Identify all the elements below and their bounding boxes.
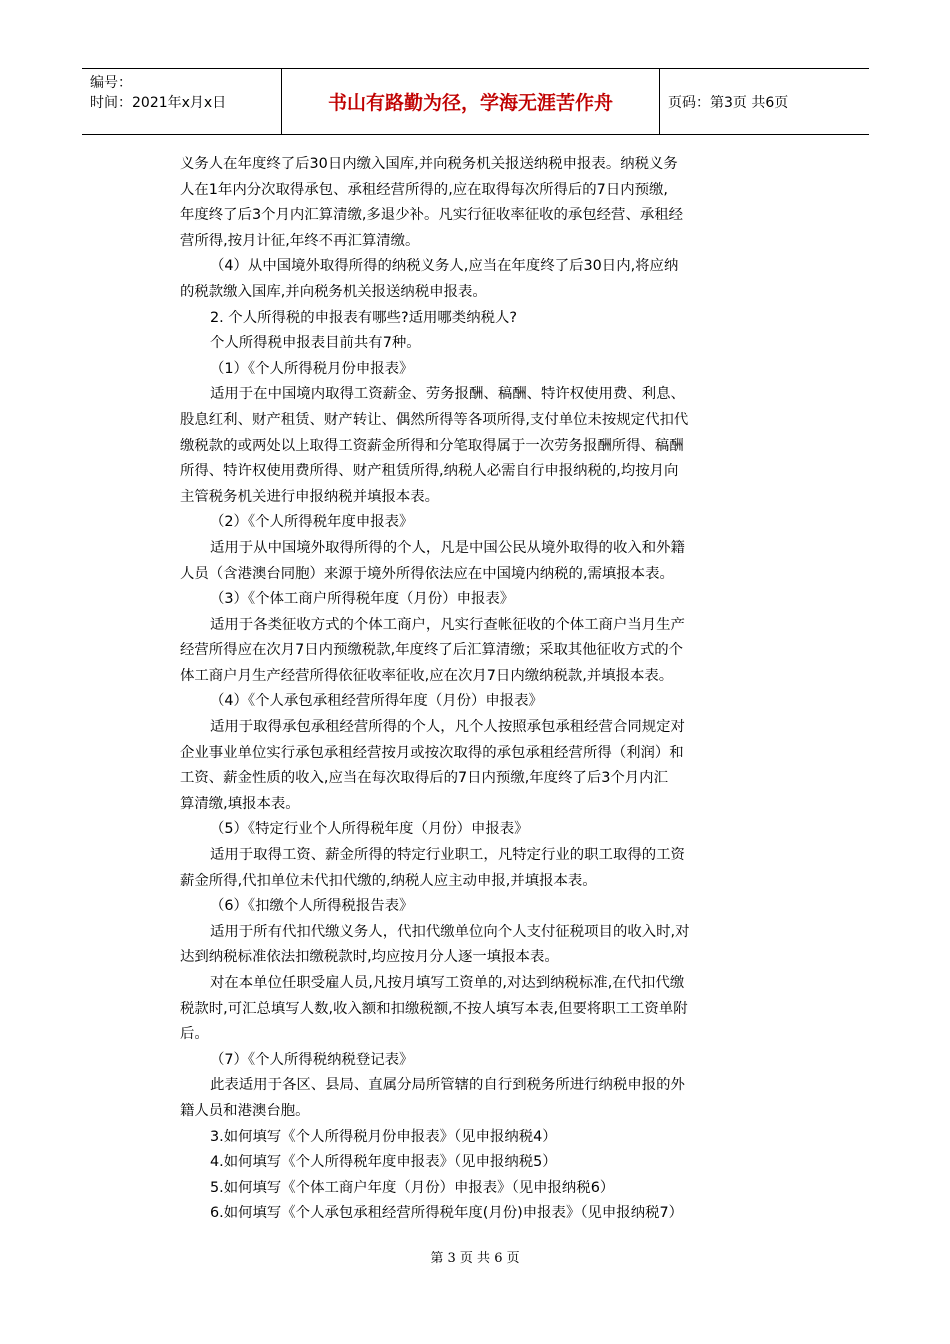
body-paragraph-line: 企业事业单位实行承包承租经营按月或按次取得的承包承租经营所得（利润）和 bbox=[180, 744, 684, 761]
page-header bbox=[82, 68, 869, 135]
header-page-cell bbox=[660, 69, 869, 134]
body-paragraph-line: 薪金所得,代扣单位未代扣代缴的,纳税人应主动申报,并填报本表。 bbox=[180, 872, 597, 889]
body-paragraph-line: 个人所得税申报表目前共有7种。 bbox=[210, 335, 421, 352]
header-motto: 书山有路勤为径，学海无涯苦作舟 bbox=[327, 92, 613, 114]
document-date: 时间：2021年x月x日 bbox=[90, 95, 227, 111]
body-paragraph-line: 义务人在年度终了后30日内缴入国库,并向税务机关报送纳税申报表。纳税义务 bbox=[180, 156, 678, 172]
body-paragraph-line: 适用于从中国境外取得所得的个人，凡是中国公民从境外取得的收入和外籍 bbox=[210, 539, 685, 556]
body-paragraph-line: （6）《扣缴个人所得税报告表》 bbox=[210, 898, 414, 915]
body-paragraph-line: 6.如何填写《个人承包承租经营所得税年度(月份)申报表》（见申报纳税7） bbox=[210, 1205, 684, 1222]
body-paragraph-line: （5）《特定行业个人所得税年度（月份）申报表》 bbox=[210, 821, 529, 838]
body-paragraph-line: 适用于各类征收方式的个体工商户，凡实行查帐征收的个体工商户当月生产 bbox=[210, 616, 685, 633]
body-paragraph-line: 人员（含港澳台同胞）来源于境外所得依法应在中国境内纳税的,需填报本表。 bbox=[180, 565, 674, 582]
body-paragraph-line: 的税款缴入国库,并向税务机关报送纳税申报表。 bbox=[180, 283, 487, 300]
document-body bbox=[180, 152, 772, 1227]
header-motto-cell bbox=[282, 69, 660, 134]
body-paragraph-line: （3）《个体工商户所得税年度（月份）申报表》 bbox=[210, 591, 515, 608]
document-number-label: 编号： bbox=[90, 75, 132, 91]
footer-page-number: 第 3 页 共 6 页 bbox=[430, 1251, 520, 1266]
body-paragraph-line: 适用于所有代扣代缴义务人，代扣代缴单位向个人支付征税项目的收入时,对 bbox=[210, 923, 690, 940]
header-meta-cell bbox=[82, 69, 282, 134]
body-paragraph-line: 缴税款的或两处以上取得工资薪金所得和分笔取得属于一次劳务报酬所得、稿酬 bbox=[180, 437, 684, 454]
body-paragraph-line: （4）《个人承包承租经营所得年度（月份）申报表》 bbox=[210, 693, 543, 710]
body-paragraph-line: 籍人员和港澳台胞。 bbox=[180, 1102, 310, 1119]
body-paragraph-line: 营所得,按月计征,年终不再汇算清缴。 bbox=[180, 232, 420, 249]
body-paragraph-line: 股息红利、财产租赁、财产转让、偶然所得等各项所得,支付单位未按规定代扣代 bbox=[180, 411, 689, 428]
body-paragraph-line: 年度终了后3个月内汇算清缴,多退少补。凡实行征收率征收的承包经营、承租经 bbox=[180, 207, 684, 224]
body-paragraph-line: 3.如何填写《个人所得税月份申报表》（见申报纳税4） bbox=[210, 1128, 557, 1145]
body-paragraph-line: （4）从中国境外取得所得的纳税义务人,应当在年度终了后30日内,将应纳 bbox=[210, 258, 679, 275]
body-paragraph-line: 适用于取得工资、薪金所得的特定行业职工，凡特定行业的职工取得的工资 bbox=[210, 847, 685, 864]
header-page-info: 页码：第3页 共6页 bbox=[668, 94, 789, 111]
body-paragraph-line: 达到纳税标准依法扣缴税款时,均应按月分人逐一填报本表。 bbox=[180, 949, 559, 966]
body-paragraph-line: 工资、薪金性质的收入,应当在每次取得后的7日内预缴,年度终了后3个月内汇 bbox=[180, 770, 668, 787]
body-paragraph-line: 适用于在中国境内取得工资薪金、劳务报酬、稿酬、特许权使用费、利息、 bbox=[210, 386, 685, 403]
body-paragraph-line: 5.如何填写《个体工商户年度（月份）申报表》（见申报纳税6） bbox=[210, 1179, 615, 1196]
body-paragraph-line: 4.如何填写《个人所得税年度申报表》（见申报纳税5） bbox=[210, 1154, 557, 1171]
body-paragraph-line: 主管税务机关进行申报纳税并填报本表。 bbox=[180, 488, 440, 505]
body-paragraph-line: 人在1年内分次取得承包、承租经营所得的,应在取得每次所得后的7日内预缴, bbox=[180, 181, 668, 198]
body-paragraph-line: 2. 个人所得税的申报表有哪些?适用哪类纳税人? bbox=[210, 309, 518, 326]
body-paragraph-line: 此表适用于各区、县局、直属分局所管辖的自行到税务所进行纳税申报的外 bbox=[210, 1077, 685, 1094]
body-paragraph-line: 对在本单位任职受雇人员,凡按月填写工资单的,对达到纳税标准,在代扣代缴 bbox=[210, 975, 685, 991]
body-paragraph-line: 所得、特许权使用费所得、财产租赁所得,纳税人必需自行申报纳税的,均按月向 bbox=[180, 463, 679, 480]
body-paragraph-line: 后。 bbox=[180, 1026, 209, 1043]
body-paragraph-line: 适用于取得承包承租经营所得的个人，凡个人按照承包承租经营合同规定对 bbox=[210, 719, 685, 736]
body-paragraph-line: （2）《个人所得税年度申报表》 bbox=[210, 514, 414, 531]
body-paragraph-line: 经营所得应在次月7日内预缴税款,年度终了后汇算清缴；采取其他征收方式的个 bbox=[180, 642, 684, 659]
body-paragraph-line: （1）《个人所得税月份申报表》 bbox=[210, 360, 414, 377]
body-paragraph-line: （7）《个人所得税纳税登记表》 bbox=[210, 1051, 414, 1068]
body-paragraph-line: 体工商户月生产经营所得依征收率征收,应在次月7日内缴纳税款,并填报本表。 bbox=[180, 667, 674, 684]
body-paragraph-line: 算清缴,填报本表。 bbox=[180, 795, 300, 812]
page-footer bbox=[0, 1247, 950, 1266]
body-paragraph-line: 税款时,可汇总填写人数,收入额和扣缴税额,不按人填写本表,但要将职工工资单附 bbox=[180, 1000, 688, 1017]
